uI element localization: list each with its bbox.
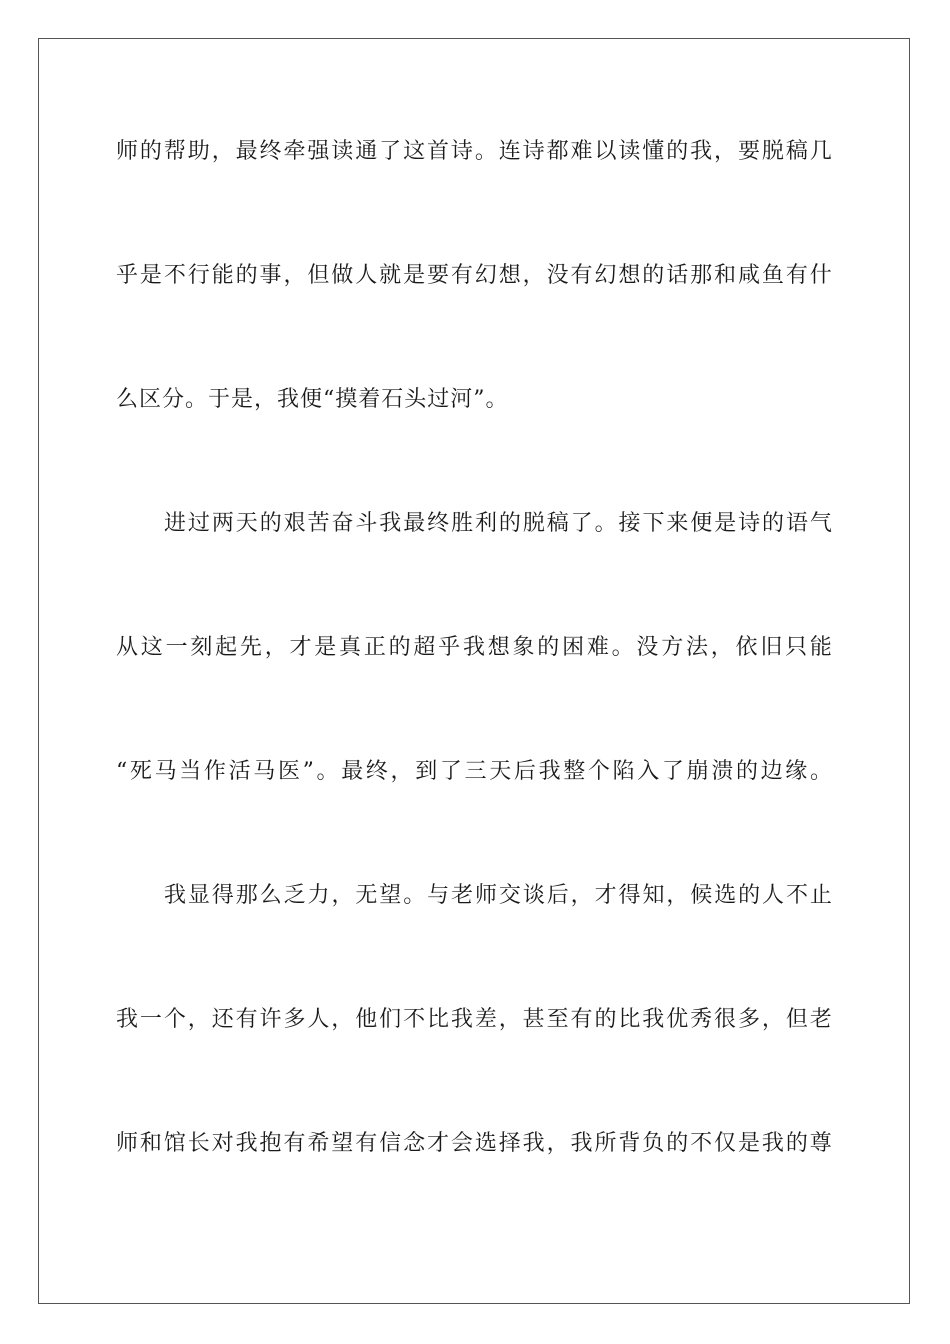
text-line: 师 和 馆 长 对 我 抱 有 希 望 有 信 念 才 会 选 择 我 ， 我 所 背 负 的 不 仅 是 我 的 尊 — [116, 1131, 832, 1156]
text-line: 我 显 得 那 么 乏 力 ， 无 望 。 与 老 师 交 谈 后 ， 才 得 知 ， 候 选 的 人 不 止 — [164, 883, 832, 908]
text-line: 从 这 一 刻 起 先 ， 才 是 真 正 的 超 乎 我 想 象 的 困 难 。 没 方 法 ， 依 旧 只 能 — [116, 635, 832, 660]
text-line: 我 一 个 ， 还 有 许 多 人 ， 他 们 不 比 我 差 ， 甚 至 有 的 比 我 优 秀 很 多 ， 但 老 — [116, 1007, 832, 1032]
text-line: 师 的 帮 助 ， 最 终 牵 强 读 通 了 这 首 诗 。 连 诗 都 难 以 读 懂 的 我 ， 要 脱 稿 几 — [116, 139, 832, 164]
text-line: 乎 是 不 行 能 的 事 ， 但 做 人 就 是 要 有 幻 想 ， 没 有 幻 想 的 话 那 和 咸 鱼 有 什 — [116, 263, 832, 288]
text-line: 进 过 两 天 的 艰 苦 奋 斗 我 最 终 胜 利 的 脱 稿 了 。 接 下 来 便 是 诗 的 语 气 — [164, 511, 832, 536]
text-line: 么区分。于是，我便“摸着石头过河”。 — [116, 387, 509, 412]
page-border — [38, 38, 910, 1304]
text-line: “ 死 马 当 作 活 马 医 ” 。 最 终 ， 到 了 三 天 后 我 整 个 陷 入 了 崩 溃 的 边 缘 。 — [116, 759, 832, 784]
